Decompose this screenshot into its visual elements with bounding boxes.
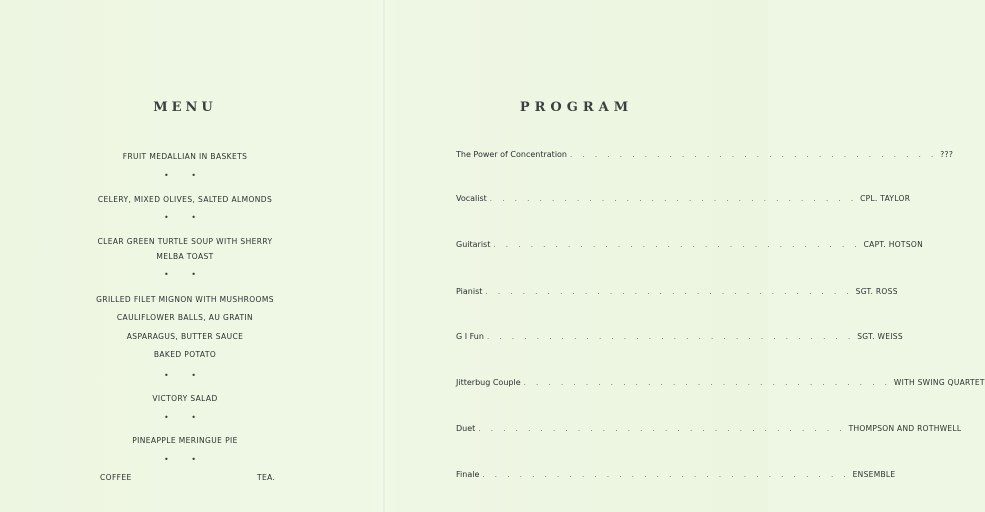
menu-item: PINEAPPLE MERINGUE PIE (132, 436, 238, 445)
program-performer: ??? (940, 150, 954, 159)
program-performer: CPL. TAYLOR (860, 194, 911, 203)
page-fold (383, 0, 385, 512)
program-performer: CAPT. HOTSON (863, 240, 923, 249)
menu-item: FRUIT MEDALLIAN IN BASKETS (122, 152, 248, 161)
menu-item: CAULIFLOWER BALLS, AU GRATIN (116, 313, 254, 322)
program-act: Vocalist (456, 194, 487, 203)
dot-leader: . . . . . . . . . . . . . . . . . . . . . . . . . . . . . . (493, 241, 861, 249)
dot-leader: . . . . . . . . . . . . . . . . . . . . . . . . . . . . . . (485, 288, 853, 296)
menu-tea: TEA. (257, 473, 276, 482)
program-act: Jitterbug Couple (456, 378, 521, 387)
menu-separator: • • (164, 213, 206, 222)
menu-coffee: COFFEE (100, 473, 132, 482)
dot-leader: . . . . . . . . . . . . . . . . . . . . . . . . . . . . . . (523, 379, 891, 387)
program-performer: WITH SWING QUARTET (893, 378, 985, 387)
menu-separator: • • (164, 270, 206, 279)
program-performer: SGT. ROSS (855, 287, 898, 296)
menu-item: BAKED POTATO (153, 350, 217, 359)
program-item (456, 424, 962, 436)
menu-separator: • • (164, 455, 206, 464)
menu-item: GRILLED FILET MIGNON WITH MUSHROOMS (96, 295, 274, 304)
program-act: The Power of Concentration (456, 150, 567, 159)
dot-leader: . . . . . . . . . . . . . . . . . . . . . . . . . . . . . . (482, 471, 850, 479)
menu-separator: • • (164, 413, 206, 422)
dot-leader: . . . . . . . . . . . . . . . . . . . . . . . . . . . . . . (489, 195, 858, 203)
program-item (456, 240, 923, 252)
program-item (456, 287, 898, 299)
program-item (456, 332, 903, 344)
menu-item: VICTORY SALAD (152, 394, 218, 403)
menu-item: MELBA TOAST (156, 252, 214, 261)
menu-item: CLEAR GREEN TURTLE SOUP WITH SHERRY (97, 237, 273, 246)
dot-leader: . . . . . . . . . . . . . . . . . . . . . . . . . . . . . . (478, 425, 846, 433)
program-act: Pianist (456, 287, 483, 296)
program-item (456, 194, 911, 206)
program-item (456, 378, 985, 390)
dot-leader: . . . . . . . . . . . . . . . . . . . . . . . . . . . . . . (570, 151, 938, 159)
program-performer: ENSEMBLE (852, 470, 896, 479)
program-performer: THOMPSON AND ROTHWELL (848, 424, 962, 433)
menu-item: ASPARAGUS, BUTTER SAUCE (126, 332, 244, 341)
dot-leader: . . . . . . . . . . . . . . . . . . . . . . . . . . . . . . (486, 333, 855, 341)
menu-separator: • • (164, 371, 206, 380)
program-item (456, 470, 896, 482)
program-item (456, 150, 954, 162)
program-performer: SGT. WEISS (857, 332, 903, 341)
menu-separator: • • (164, 171, 206, 180)
menu-item: CELERY, MIXED OLIVES, SALTED ALMONDS (97, 195, 273, 204)
program-act: Duet (456, 424, 476, 433)
menu-heading: MENU (153, 100, 217, 115)
program-heading: PROGRAM (519, 100, 634, 115)
program-act: Guitarist (456, 240, 491, 249)
program-act: Finale (456, 470, 480, 479)
program-act: G I Fun (456, 332, 484, 341)
